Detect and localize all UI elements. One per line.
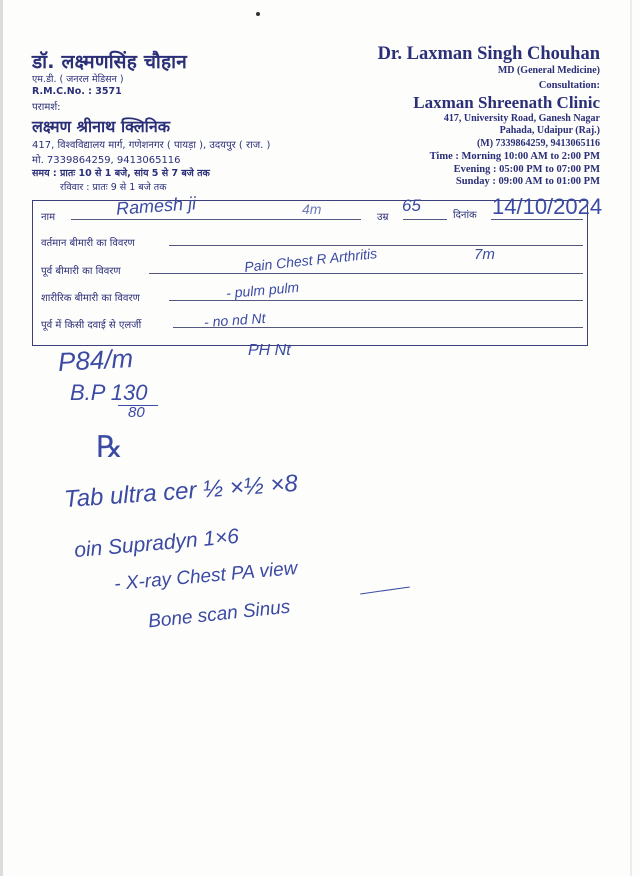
- handwritten-date: 14/10/2024: [492, 194, 603, 219]
- handwritten-age: 65: [402, 196, 421, 215]
- english-doctor-name: Dr. Laxman Singh Chouhan: [377, 44, 600, 64]
- hindi-degree: एम.डी. ( जनरल मेडिसन ): [32, 74, 124, 85]
- rx-line-2: oin Supradyn 1×6: [73, 524, 240, 563]
- handwritten-bp: B.P 130: [70, 380, 148, 405]
- ink-dot: [256, 12, 260, 16]
- english-time-sunday: Sunday : 09:00 AM to 01:00 PM: [455, 176, 600, 187]
- name-label: नाम: [41, 212, 56, 223]
- rx-symbol: ℞: [96, 431, 123, 464]
- hindi-address: 417, विश्वविद्यालय मार्ग, गणेशनगर ( पायड़ा ), उदयपुर ( राज. ): [32, 140, 271, 151]
- age-rule: [403, 219, 447, 220]
- name-rule: [71, 219, 361, 220]
- allergy-label: पूर्व में किसी दवाई से एलर्जी: [41, 320, 142, 331]
- english-time-morning: Time : Morning 10:00 AM to 2:00 PM: [429, 151, 600, 162]
- past-illness-rule: [149, 273, 583, 274]
- handwritten-ph-note: PH Nt: [248, 342, 291, 359]
- english-clinic-name: Laxman Shreenath Clinic: [413, 93, 600, 112]
- hindi-sunday-timing: रविवार : प्रातः 9 से 1 बजे तक: [60, 182, 167, 193]
- page-edge: [0, 0, 3, 876]
- hindi-timing: समय : प्रातः 10 से 1 बजे, सांय 5 से 7 बजे तक: [32, 168, 210, 179]
- hindi-clinic-name: लक्ष्मण श्रीनाथ क्लिनिक: [32, 117, 170, 136]
- hindi-letterhead: [32, 48, 270, 193]
- handwritten-past-illness-extra: 7m: [474, 246, 495, 263]
- handwritten-name-extra: 4m: [302, 201, 322, 217]
- handwritten-allergy: - no nd Nt: [203, 309, 266, 331]
- english-consultation-label: Consultation:: [538, 80, 600, 91]
- handwritten-pulse: P84/m: [57, 343, 134, 377]
- physical-illness-label: शारीरिक बीमारी का विवरण: [41, 293, 140, 304]
- registration-number: R.M.C.No. : 3571: [32, 86, 122, 97]
- english-address-line2: Pahada, Udaipur (Raj.): [499, 125, 600, 136]
- hindi-phone: मो. 7339864259, 9413065116: [32, 155, 181, 166]
- handwritten-past-illness: Pain Chest R Arthritis: [243, 245, 378, 275]
- handwritten-bp-lower: 80: [128, 404, 145, 421]
- handwritten-patient-name: Ramesh ji: [115, 193, 197, 219]
- rx-line-3-underline: [360, 587, 410, 595]
- hindi-consult-label: परामर्श:: [32, 102, 61, 113]
- rx-line-4: Bone scan Sinus: [147, 596, 292, 633]
- handwritten-physical-illness: - pulm pulm: [225, 278, 300, 302]
- date-label: दिनांक: [453, 210, 477, 221]
- rx-line-3: - X-ray Chest PA view: [113, 558, 299, 595]
- english-address-line1: 417, University Road, Ganesh Nagar: [443, 113, 600, 124]
- english-time-evening: Evening : 05:00 PM to 07:00 PM: [453, 163, 600, 175]
- english-letterhead: [378, 44, 600, 189]
- age-label: उम्र: [377, 212, 389, 223]
- page-edge-right: [630, 0, 632, 876]
- past-illness-label: पूर्व बीमारी का विवरण: [41, 266, 121, 277]
- rx-line-1: Tab ultra cer ½ ×½ ×8: [63, 469, 299, 514]
- current-illness-label: वर्तमान बीमारी का विवरण: [41, 238, 135, 249]
- patient-details-form: [32, 200, 588, 346]
- english-degree: MD (General Medicine): [497, 65, 600, 76]
- hindi-doctor-name: डॉ. लक्ष्मणसिंह चौहान: [32, 51, 187, 73]
- english-phone: (M) 7339864259, 9413065116: [476, 138, 600, 149]
